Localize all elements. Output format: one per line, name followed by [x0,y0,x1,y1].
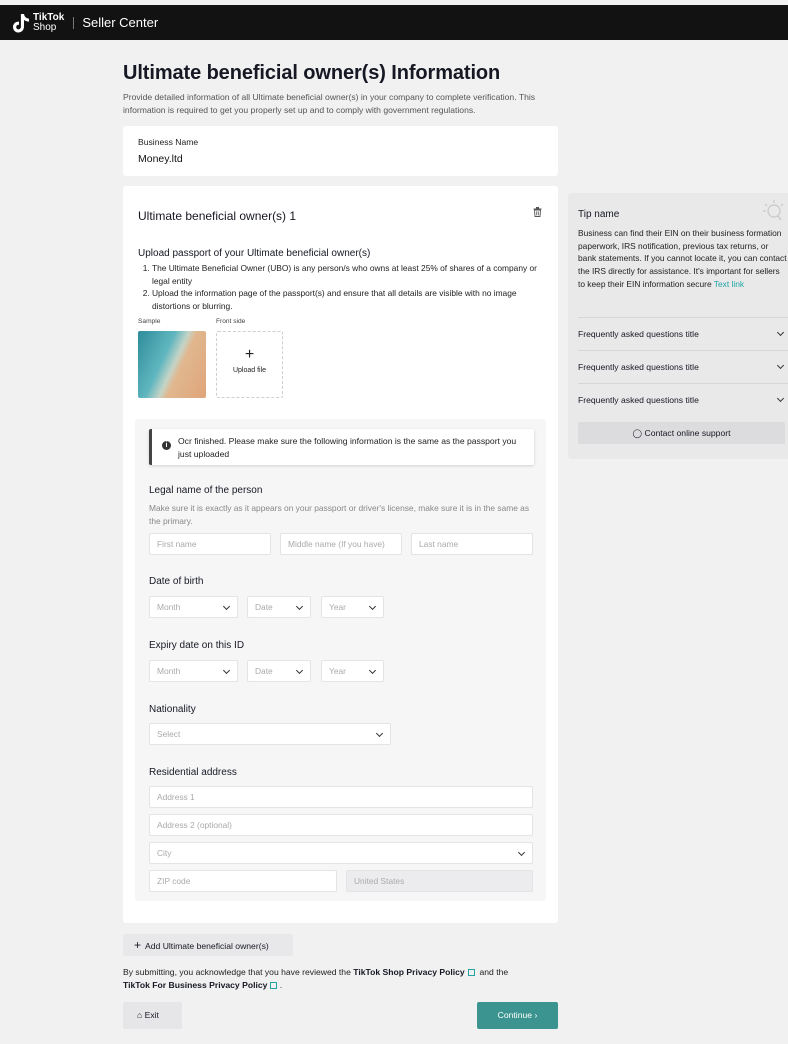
city-select[interactable] [149,842,533,864]
faq-item[interactable] [578,383,788,416]
chevron-down-icon [777,362,784,369]
contact-support-label: Contact online support [644,428,731,438]
expiry-year-select[interactable] [321,660,384,682]
chevron-down-icon [369,667,376,674]
continue-button[interactable] [477,1002,558,1029]
expiry-date-value: Date [255,666,273,676]
tip-title: Tip name [578,209,620,220]
contact-support-button[interactable] [578,422,785,444]
exit-label: Exit [144,1010,159,1020]
tiktok-shop-logo[interactable] [12,13,64,33]
instruction-item: 1. The Ultimate Beneficial Owner (UBO) is any person/s who owns at least 25% of shares of a company or legal entity [152,262,538,287]
nationality-value: Select [157,729,181,739]
policy-mid: and the [479,967,509,977]
dob-date-value: Date [255,602,273,612]
dob-month-select[interactable] [149,596,238,618]
upload-passport-title: Upload passport of your Ultimate beneficial owner(s) [138,248,371,259]
chevron-down-icon [296,603,303,610]
ocr-message: Ocr finished. Please make sure the following information is the same as the passport you just uploaded [178,436,517,459]
trash-icon[interactable] [533,207,542,217]
plus-icon: + [134,938,142,952]
faq-title: Frequently asked questions title [578,329,699,339]
seller-center-title: Seller Center [82,15,159,30]
chevron-down-icon [369,603,376,610]
expiry-title: Expiry date on this ID [149,640,245,651]
logo-line1: TikTok [33,11,65,23]
address2-input[interactable]: Address 2 (optional) [149,814,533,836]
tiktok-shop-privacy-link[interactable]: TikTok Shop Privacy Policy [353,967,465,977]
tiktok-business-privacy-link[interactable]: TikTok For Business Privacy Policy [123,980,268,990]
tip-sidebar [568,193,788,459]
upload-instructions [138,262,538,312]
business-name-card [123,126,558,176]
last-name-input[interactable]: Last name [411,533,533,555]
first-name-input[interactable]: First name [149,533,271,555]
exit-button[interactable] [123,1002,182,1029]
middle-name-input[interactable]: Middle name (If you have) [280,533,402,555]
divider [73,17,74,29]
ubo-card [123,186,558,923]
ocr-notice [149,429,534,465]
faq-item[interactable] [578,317,788,350]
sample-label: Sample [138,318,161,325]
chevron-down-icon [223,667,230,674]
continue-label: Continue [497,1010,533,1020]
nationality-title: Nationality [149,704,196,715]
zip-input[interactable]: ZIP code [149,870,337,892]
policy-prefix: By submitting, you acknowledge that you have reviewed the [123,967,351,977]
dob-month-value: Month [157,602,181,612]
add-ubo-button[interactable] [123,934,293,956]
chevron-down-icon [376,730,383,737]
chevron-right-icon: › [534,1010,538,1020]
country-field: United States [346,870,533,892]
policy-end: . [279,980,283,990]
chevron-down-icon [777,329,784,336]
chevron-down-icon [296,667,303,674]
ubo-title: Ultimate beneficial owner(s) 1 [138,209,297,223]
plus-icon: + [244,346,255,363]
faq-item[interactable] [578,350,788,383]
upload-file-label: Upload file [232,367,267,374]
home-icon: ⌂ [137,1010,143,1020]
tip-body-text: Business can find their EIN on their business formation paperwork, IRS notification, previous tax returns, or bank statements. If you cannot locate it, you can contact the IRS directly for assistance. It's important for sellers to keep their EIN information secure [578,228,787,289]
dob-year-select[interactable] [321,596,384,618]
chevron-down-icon [777,395,784,402]
city-value: City [157,848,172,858]
external-link-icon [270,982,277,989]
business-name-value: Money.ltd [138,153,183,165]
address-title: Residential address [149,767,237,778]
upload-front-side-button[interactable] [216,331,283,398]
expiry-month-value: Month [157,666,181,676]
dob-title: Date of birth [149,576,204,587]
top-bar [0,5,788,40]
faq-title: Frequently asked questions title [578,362,699,372]
front-side-label: Front side [216,318,246,325]
expiry-year-value: Year [329,666,346,676]
legal-name-title: Legal name of the person [149,485,263,496]
expiry-month-select[interactable] [149,660,238,682]
add-ubo-label: Add Ultimate beneficial owner(s) [145,941,269,951]
legal-name-desc: Make sure it is exactly as it appears on your passport or driver's license, make sure it is in the same as the primary. [149,503,530,526]
info-icon: i [162,441,171,450]
address1-input[interactable]: Address 1 [149,786,533,808]
lightbulb-icon [761,198,785,222]
sample-passport-image [138,331,206,398]
instruction-item: 2. Upload the information page of the passport(s) and ensure that all details are visible with no image distortions or blurring. [152,287,538,312]
business-name-label: Business Name [138,137,199,147]
logo-line2: Shop [33,21,57,33]
chevron-down-icon [223,603,230,610]
ubo-form-area [135,419,546,901]
tip-text-link[interactable]: Text link [713,278,745,289]
external-link-icon [468,969,475,976]
page-intro: Provide detailed information of all Ultimate beneficial owner(s) in your company to complete verification. This information is required to get you properly set up and to comply with government regulations. [123,92,536,115]
nationality-select[interactable] [149,723,391,745]
expiry-date-select[interactable] [247,660,311,682]
policy-notice [123,966,563,992]
tiktok-logo-icon [12,13,30,33]
chevron-down-icon [518,849,525,856]
dob-year-value: Year [329,602,346,612]
tip-body [578,227,788,291]
headset-icon: ◯ [632,428,643,438]
page-title: Ultimate beneficial owner(s) Information [123,62,501,84]
faq-title: Frequently asked questions title [578,395,699,405]
dob-date-select[interactable] [247,596,311,618]
